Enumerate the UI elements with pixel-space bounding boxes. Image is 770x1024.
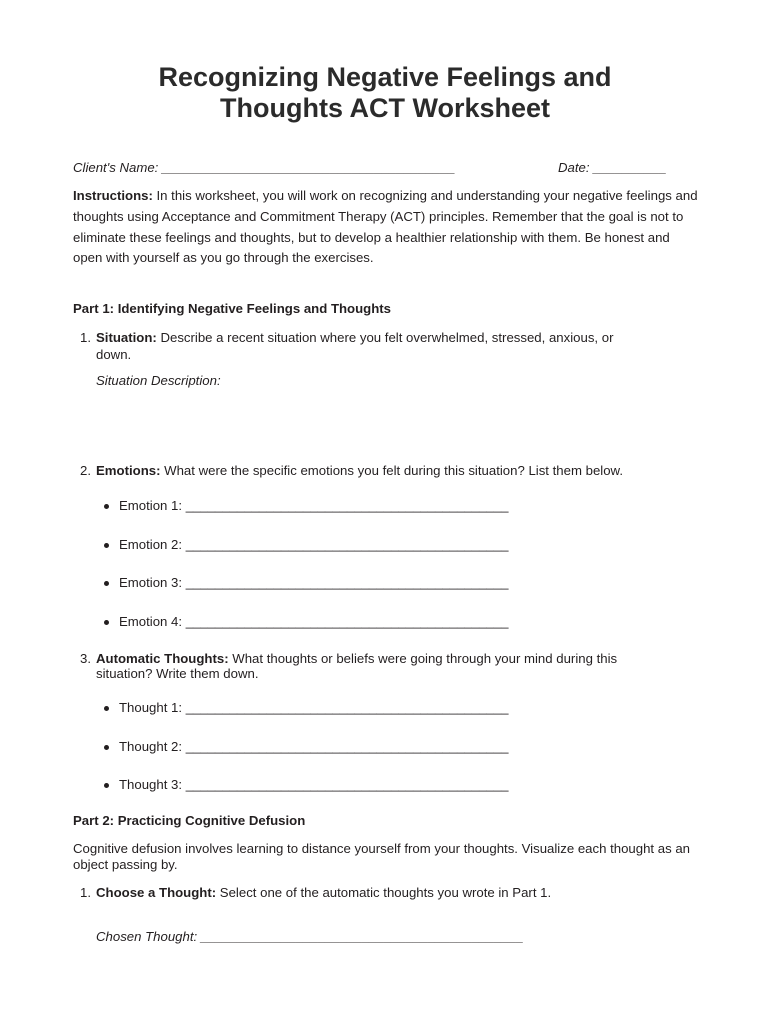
chosen-thought-label: Chosen Thought: [96,929,201,944]
emotion-3-field[interactable]: Emotion 3: ____________________________________________ [119,575,509,590]
part2-intro: Cognitive defusion involves learning to distance yourself from your thoughts. Visualize each thought as an object passing by. [73,841,691,872]
client-name-label: Client's Name: [73,160,162,175]
automatic-thoughts-label: Automatic Thoughts: [96,651,229,666]
thought-3-field[interactable]: Thought 3: ____________________________________________ [119,777,509,792]
emotions-text: What were the specific emotions you felt during this situation? List them below. [160,463,624,478]
item1-number: 1. [80,330,91,345]
bullet-icon [104,543,109,548]
thought-1-field[interactable]: Thought 1: ____________________________________________ [119,700,509,715]
situation-prompt [96,330,613,346]
part1-heading: Part 1: Identifying Negative Feelings and Thoughts [73,301,392,316]
part2-item1-number: 1. [80,885,91,900]
item2-number: 2. [80,463,91,478]
situation-text-continued: down. [96,347,132,362]
emotions-label: Emotions: [96,463,161,478]
date-field[interactable] [558,160,667,176]
situation-label: Situation: [96,330,157,345]
situation-text: Describe a recent situation where you felt overwhelmed, stressed, anxious, or [156,330,614,345]
choose-thought-label: Choose a Thought: [96,885,217,900]
title-line-2: Thoughts ACT Worksheet [220,93,550,123]
chosen-thought-blank: ____________________________________________ [200,929,524,944]
bullet-icon [104,620,109,625]
item3-number: 3. [80,651,91,666]
automatic-thoughts-prompt [96,651,617,667]
instructions-paragraph [73,186,699,269]
bullet-icon [104,706,109,711]
instructions-label: Instructions: [73,188,153,203]
part2-heading: Part 2: Practicing Cognitive Defusion [73,813,306,828]
date-blank: __________ [593,160,667,175]
thought-2-field[interactable]: Thought 2: ____________________________________________ [119,739,509,754]
emotions-prompt [96,463,623,479]
emotion-1-field[interactable]: Emotion 1: ____________________________________________ [119,498,509,513]
emotion-4-field[interactable]: Emotion 4: ____________________________________________ [119,614,509,629]
chosen-thought-field[interactable] [96,929,524,945]
bullet-icon [104,581,109,586]
bullet-icon [104,745,109,750]
bullet-icon [104,504,109,509]
date-label: Date: [558,160,594,175]
situation-description-field[interactable]: Situation Description: [96,373,221,388]
choose-thought-prompt [96,885,551,901]
choose-thought-text: Select one of the automatic thoughts you wrote in Part 1. [216,885,552,900]
automatic-thoughts-text-continued: situation? Write them down. [96,666,259,681]
client-name-field[interactable] [73,160,455,176]
bullet-icon [104,783,109,788]
page-title [0,62,770,124]
automatic-thoughts-text: What thoughts or beliefs were going through your mind during this [228,651,618,666]
instructions-text: In this worksheet, you will work on recognizing and understanding your negative feelings and thoughts using Acceptance and Commitment Therapy (ACT) principles. Remember that the goal is not to eliminate these feelings and thoughts, but to develop a healthier relationship with them. Be honest and open with yourself as you go through the exercises. [73,188,698,266]
title-line-1: Recognizing Negative Feelings and [158,62,612,92]
emotion-2-field[interactable]: Emotion 2: ____________________________________________ [119,537,509,552]
client-name-blank: ________________________________________ [162,160,456,175]
